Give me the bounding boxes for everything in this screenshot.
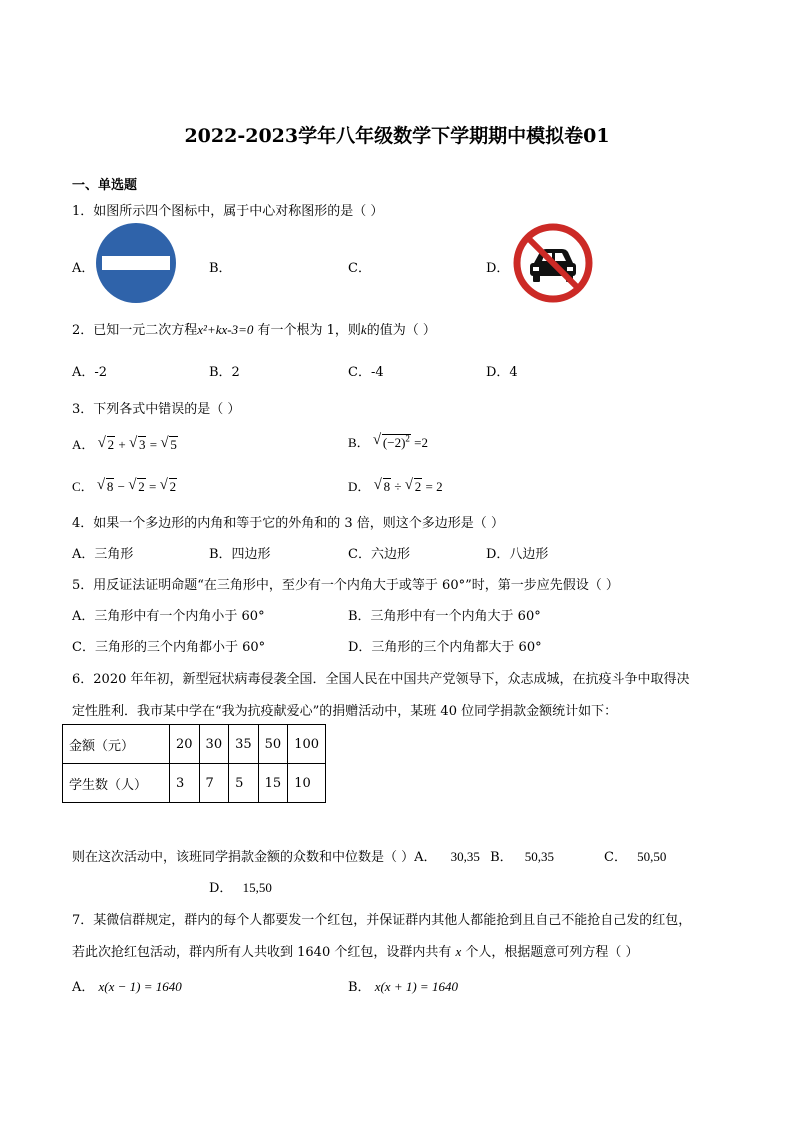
no-cars-sign-icon bbox=[512, 223, 596, 303]
sqrt-symbol bbox=[130, 437, 147, 453]
table-cell: 15 bbox=[258, 764, 288, 803]
q3-option-a bbox=[72, 434, 178, 453]
q1-option-d-label: D． bbox=[486, 261, 510, 276]
q7-option-b-label: B． bbox=[348, 980, 371, 995]
q1-option-c-label: C． bbox=[348, 261, 371, 276]
q1-stem: 1．如图所示四个图标中，属于中心对称图形的是（ ） bbox=[72, 204, 384, 219]
radicand: 8 bbox=[383, 479, 391, 494]
q6-stem: 则在这次活动中，该班同学捐款金额的众数和中位数是（ ） bbox=[72, 850, 415, 865]
equals-sign: = bbox=[149, 437, 158, 452]
q6-option-d-value: 15,50 bbox=[242, 880, 272, 895]
equals-sign: = bbox=[149, 479, 157, 494]
q6-option-b-label: B． bbox=[490, 850, 513, 865]
radicand: 3 bbox=[138, 437, 146, 452]
q6-option-d bbox=[209, 877, 272, 896]
sqrt-symbol bbox=[374, 434, 411, 451]
q7-option-b-equation: x(x + 1) = 1640 bbox=[374, 979, 458, 994]
q2-stem-part1: 2．已知一元二次方程 bbox=[72, 323, 198, 338]
q6-option-a-label: A． bbox=[414, 850, 437, 865]
q7-option-b bbox=[348, 976, 458, 995]
table-cell: 7 bbox=[199, 764, 229, 803]
radicand-base: (−2) bbox=[382, 435, 406, 450]
q2-stem bbox=[72, 319, 436, 338]
q1-option-b-label: B． bbox=[209, 261, 232, 276]
sqrt-symbol bbox=[129, 479, 146, 495]
sqrt-symbol bbox=[161, 437, 178, 453]
q6-option-a-value: 30,35 bbox=[450, 849, 480, 864]
q3-option-a-label: A． bbox=[72, 437, 95, 452]
radicand: 8 bbox=[106, 479, 114, 494]
q7-stem-line2 bbox=[72, 941, 639, 960]
table-cell: 5 bbox=[229, 764, 259, 803]
q4-option-a: A．三角形 bbox=[72, 547, 134, 562]
radicand: 2 bbox=[414, 479, 422, 494]
sqrt-symbol bbox=[406, 479, 423, 495]
table-cell: 10 bbox=[288, 764, 326, 803]
equals-value: = 2 bbox=[425, 479, 443, 494]
radicand: 2 bbox=[107, 437, 115, 452]
page-title: 2022-2023学年八年级数学下学期期中模拟卷01 bbox=[184, 125, 610, 147]
q3-option-c bbox=[72, 476, 177, 495]
radicand: 5 bbox=[170, 437, 177, 452]
q2-equation bbox=[197, 322, 253, 337]
sqrt-symbol bbox=[161, 479, 178, 495]
q2-stem-part2: 有一个根为 1，则 bbox=[257, 323, 361, 338]
q4-option-c: C．六边形 bbox=[348, 547, 410, 562]
table-row bbox=[63, 764, 326, 803]
q3-option-d bbox=[348, 476, 443, 495]
plus-sign: + bbox=[118, 437, 126, 452]
table-cell: 35 bbox=[229, 725, 259, 764]
sqrt-symbol bbox=[98, 479, 115, 495]
table-row-header: 学生数（人） bbox=[63, 764, 170, 803]
donation-stats-table bbox=[62, 724, 326, 803]
table-cell: 3 bbox=[170, 764, 200, 803]
radicand: 2 bbox=[138, 479, 145, 494]
q7-option-a bbox=[72, 976, 182, 995]
q3-stem: 3．下列各式中错误的是（ ） bbox=[72, 402, 241, 417]
q2-option-b: B．2 bbox=[209, 365, 240, 380]
q5-option-b: B．三角形中有一个内角大于 60° bbox=[348, 609, 541, 624]
q6-question bbox=[72, 846, 554, 865]
q4-stem: 4．如果一个多边形的内角和等于它的外角和的 3 倍，则这个多边形是（ ） bbox=[72, 516, 504, 531]
minus-sign: − bbox=[117, 479, 126, 494]
q6-option-c-value: 50,50 bbox=[637, 849, 667, 864]
q3-option-c-label: C． bbox=[72, 479, 94, 494]
q3-option-d-label: D． bbox=[348, 479, 371, 494]
table-cell: 50 bbox=[258, 725, 288, 764]
exponent: 2 bbox=[405, 433, 410, 444]
section-heading: 一、单选题 bbox=[72, 178, 138, 193]
q7-variable-x: x bbox=[455, 944, 462, 959]
q4-option-d: D．八边形 bbox=[486, 547, 549, 562]
q6-option-d-label: D． bbox=[209, 881, 233, 896]
table-cell: 30 bbox=[199, 725, 229, 764]
q6-stem-line2: 定性胜利．我市某中学在“我为抗疫献爱心”的捐赠活动中，某班 40 位同学捐款金额统计如下： bbox=[72, 704, 618, 719]
table-cell: 100 bbox=[288, 725, 326, 764]
radicand bbox=[382, 434, 411, 450]
q4-option-b: B．四边形 bbox=[209, 547, 271, 562]
q7-stem-part2: 个人，根据题意可列方程（ ） bbox=[465, 945, 639, 960]
q5-option-d: D．三角形的三个内角都大于 60° bbox=[348, 640, 542, 655]
q7-stem-part1: 若此次抢红包活动，群内所有人共收到 1640 个红包，设群内共有 bbox=[72, 945, 452, 960]
q2-option-c: C．-4 bbox=[348, 365, 384, 380]
q3-option-b-label: B． bbox=[348, 435, 370, 450]
sqrt-symbol bbox=[375, 479, 392, 495]
q2-stem-part3: 的值为（ ） bbox=[366, 323, 436, 338]
q2-option-d: D．4 bbox=[486, 365, 518, 380]
q2-option-a: A．-2 bbox=[72, 365, 108, 380]
sqrt-symbol bbox=[99, 437, 116, 453]
q6-option-b-value: 50,35 bbox=[524, 849, 555, 864]
q1-option-a-label: A． bbox=[72, 261, 95, 276]
q6-option-c-label: C． bbox=[604, 850, 627, 865]
q2-equation-text: x²+kx-3=0 bbox=[197, 322, 254, 337]
equals-value: =2 bbox=[414, 435, 429, 450]
divide-sign: ÷ bbox=[394, 479, 402, 494]
table-cell: 20 bbox=[170, 725, 200, 764]
q7-stem-line1: 7．某微信群规定，群内的每个人都要发一个红包，并保证群内其他人都能抢到且自己不能抢自己发的红包， bbox=[72, 913, 692, 928]
no-entry-sign-icon bbox=[94, 222, 180, 306]
table-row-header: 金额（元） bbox=[63, 725, 170, 764]
q7-option-a-equation: x(x − 1) = 1640 bbox=[98, 979, 182, 994]
q5-option-a: A．三角形中有一个内角小于 60° bbox=[72, 609, 265, 624]
q2-variable-k: k bbox=[360, 322, 367, 337]
q6-stem-line1: 6．2020 年年初，新型冠状病毒侵袭全国．全国人民在中国共产党领导下，众志成城，在抗疫斗争中取得决 bbox=[72, 672, 690, 687]
table-row bbox=[63, 725, 326, 764]
q7-option-a-label: A． bbox=[72, 980, 95, 995]
q5-stem: 5．用反证法证明命题“在三角形中，至少有一个内角大于或等于 60°”时，第一步应先假设（ ） bbox=[72, 578, 619, 593]
q6-option-c bbox=[604, 846, 666, 865]
radicand: 2 bbox=[169, 479, 177, 494]
q3-option-b bbox=[348, 432, 428, 451]
q5-option-c: C．三角形的三个内角都小于 60° bbox=[72, 640, 266, 655]
